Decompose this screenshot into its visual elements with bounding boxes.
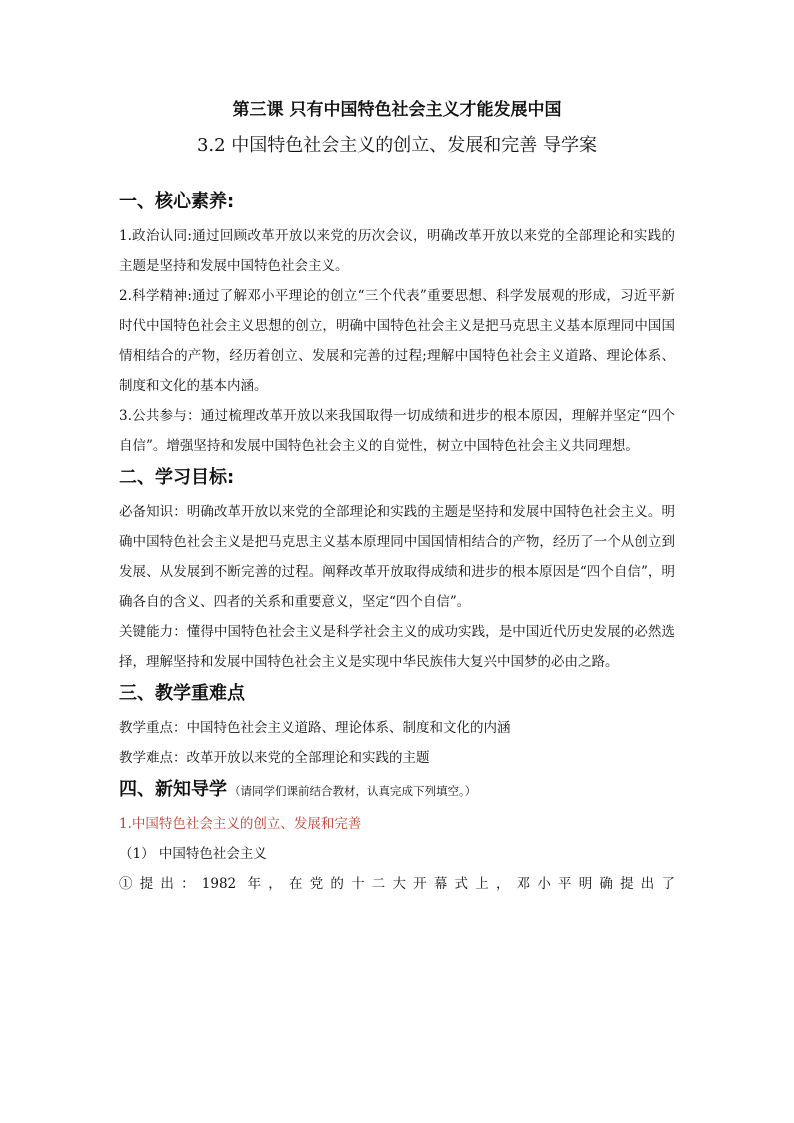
core-literacy-item-3: 3.公共参与：通过梳理改革开放以来我国取得一切成绩和进步的根本原因，理解并坚定“四个自信”。增强坚持和发展中国特色社会主义的自觉性，树立中国特色社会主义共同理想。	[119, 408, 675, 454]
core-literacy-item-1: 1.政治认同:通过回顾改革开放以来党的历次会议，明确改革开放以来党的全部理论和实践的主题是坚持和发展中国特色社会主义。	[119, 228, 675, 274]
subsection-heading-red: 1.中国特色社会主义的创立、发展和完善	[119, 816, 362, 832]
key-point-difficulty: 教学难点：改革开放以来党的全部理论和实践的主题	[119, 750, 430, 766]
lesson-title: 第三课 只有中国特色社会主义才能发展中国	[232, 100, 562, 120]
key-point-focus: 教学重点：中国特色社会主义道路、理论体系、制度和文化的内涵	[119, 720, 511, 736]
section-heading-note: （请同学们课前结合教材，认真完成下列填空。）	[229, 784, 477, 798]
learning-goal-ability: 关键能力：懂得中国特色社会主义是科学社会主义的成功实践，是中国近代历史发展的必然选择，理解坚持和发展中国特色社会主义是实现中华民族伟大复兴中国梦的必由之路。	[119, 624, 675, 670]
document-body	[119, 187, 675, 899]
section-heading-new-knowledge	[119, 775, 675, 805]
lesson-subtitle: 3.2 中国特色社会主义的创立、发展和完善 导学案	[196, 135, 598, 156]
learning-goal-knowledge: 必备知识：明确改革开放以来党的全部理论和实践的主题是坚持和发展中国特色社会主义。明确中国特色社会主义是把马克思主义基本原理同中国国情相结合的产物，经历了一个从创立到发展、从发展到不断完善的过程。阐释改革开放取得成绩和进步的根本原因是“四个自信”，明确各自的含义、四者的关系和重要意义，坚定“四个自信”。	[119, 504, 675, 610]
section-heading-key-points: 三、教学重难点	[119, 683, 245, 704]
section-heading-learning-goals: 二、学习目标:	[119, 467, 235, 488]
subsection-item-1: （1） 中国特色社会主义	[119, 846, 267, 862]
section-heading-core-literacy: 一、核心素养:	[119, 191, 235, 212]
fill-blank-line-1: ①提出：1982 年，在党的十二大开幕式上，邓小平明确提出了	[119, 876, 675, 892]
section-heading-new-knowledge-text: 四、新知导学	[119, 779, 227, 800]
core-literacy-item-2: 2.科学精神:通过了解邓小平理论的创立“三个代表”重要思想、科学发展观的形成，习近平新时代中国特色社会主义思想的创立，明确中国特色社会主义是把马克思主义基本原理同中国国情相结合的产物，经历着创立、发展和完善的过程;理解中国特色社会主义道路、理论体系、制度和文化的基本内涵。	[119, 288, 675, 394]
